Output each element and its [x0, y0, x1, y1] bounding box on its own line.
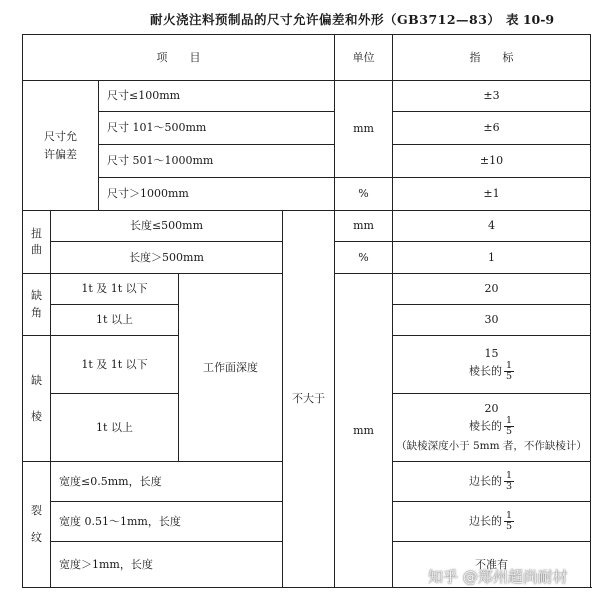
crack-row-label: 宽度≤0.5mm，长度 — [51, 462, 283, 502]
warp-row-unit: mm — [335, 211, 393, 242]
shared-depth: 工作面深度 — [179, 274, 283, 462]
corner-row-value: 20 — [393, 274, 591, 305]
size-row-value: ±10 — [393, 145, 591, 178]
corner-row-value: 30 — [393, 305, 591, 336]
size-row-value: ±1 — [393, 178, 591, 211]
warp-group-label: 扭曲 — [23, 211, 51, 274]
table-row — [23, 81, 591, 112]
edge-row-label: 1t 及 1t 以下 — [51, 336, 179, 394]
size-row-label: 尺寸 501～1000mm — [99, 145, 335, 178]
size-row-value: ±6 — [393, 112, 591, 145]
header-index: 指 标 — [393, 35, 591, 81]
header-unit: 单位 — [335, 35, 393, 81]
edge-row-label: 1t 以上 — [51, 394, 179, 462]
fraction: $\frac{1}{3}$ — [505, 470, 513, 492]
table-number: 表 10-9 — [506, 12, 555, 27]
edge-value-number: 15 — [484, 347, 499, 361]
edge-note: （缺棱深度小于 5mm 者，不作缺棱计） — [396, 439, 587, 452]
crack-row-value: 不准有 — [393, 542, 591, 588]
shared-unit: mm — [335, 274, 393, 588]
warp-row-value: 4 — [393, 211, 591, 242]
header-row — [23, 35, 591, 81]
table-row — [23, 211, 591, 242]
crack-row-value — [393, 462, 591, 502]
table-row — [23, 112, 591, 145]
crack-value-prefix: 边长的 — [468, 514, 502, 528]
fraction: $\frac{1}{5}$ — [505, 359, 513, 382]
shared-nomore: 不大于 — [283, 211, 335, 588]
table-title: 耐火浇注料预制品的尺寸允许偏差和外形（GB3712—83） — [150, 12, 501, 27]
edge-value-prefix: 棱长的 — [468, 419, 502, 433]
crack-group-label: 裂纹 — [23, 462, 51, 588]
edge-value-number: 20 — [484, 402, 499, 416]
size-group-label: 尺寸允许偏差 — [23, 81, 99, 211]
warp-row-label: 长度＞500mm — [51, 242, 283, 274]
size-row-label: 尺寸≤100mm — [99, 81, 335, 112]
size-row-label: 尺寸 101～500mm — [99, 112, 335, 145]
crack-row-label: 宽度＞1mm，长度 — [51, 542, 335, 588]
edge-row-value — [393, 336, 591, 394]
table-caption — [0, 6, 600, 28]
header-item: 项 目 — [23, 35, 335, 81]
edge-row-value — [393, 394, 591, 462]
fraction: $\frac{1}{5}$ — [505, 414, 513, 437]
crack-row-value — [393, 502, 591, 542]
edge-group-label: 缺棱 — [23, 336, 51, 462]
spec-table — [22, 34, 591, 588]
fraction: $\frac{1}{5}$ — [505, 510, 513, 532]
crack-row-label: 宽度 0.51～1mm，长度 — [51, 502, 283, 542]
size-row-label: 尺寸＞1000mm — [99, 178, 335, 211]
size-row-value: ±3 — [393, 81, 591, 112]
edge-value-prefix: 棱长的 — [468, 364, 502, 378]
corner-group-label: 缺角 — [23, 274, 51, 336]
corner-row-label: 1t 以上 — [51, 305, 179, 336]
crack-value-prefix: 边长的 — [468, 474, 502, 488]
size-unit-mm: mm — [335, 81, 393, 178]
table-row — [23, 145, 591, 178]
table-row — [23, 178, 591, 211]
size-unit-pct: % — [335, 178, 393, 211]
watermark: 知乎 @郑州超尚耐材 — [428, 568, 568, 586]
warp-row-unit: % — [335, 242, 393, 274]
warp-row-value: 1 — [393, 242, 591, 274]
corner-row-label: 1t 及 1t 以下 — [51, 274, 179, 305]
warp-row-label: 长度≤500mm — [51, 211, 283, 242]
